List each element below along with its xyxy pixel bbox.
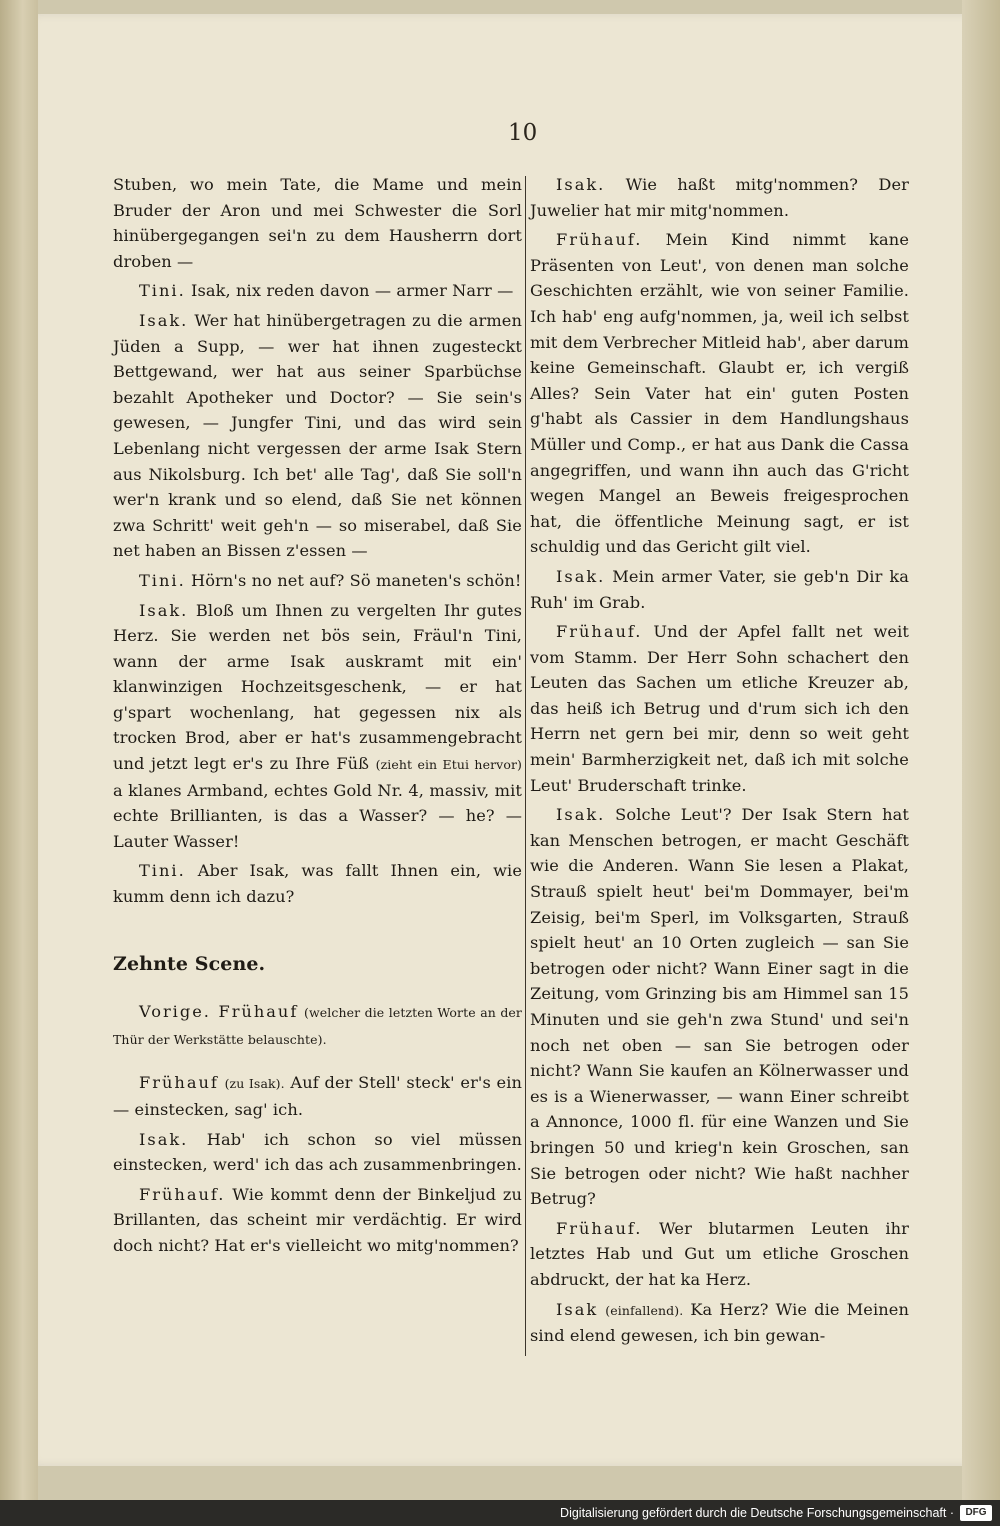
paragraph [530,1216,909,1293]
paragraph-text: Und der Apfel fallt net weit vom Stamm. Der Herr Sohn schachert den Leuten das Sachen um etliche Kreuzer ab, das heiß ich Betrug und d'rum sich ich den Herrn net gern bei mir, denn so weit geht mein' Barmherzigkeit net, daß ich mit solche Leut' Bruderschaft trinke. [530,622,909,795]
paragraph [113,308,522,564]
speaker-name: Frühauf. [556,622,643,642]
paragraph-text: Auf der Stell' steck' er's ein — einstecken, sag' ich. [113,1073,523,1119]
paragraph-text: Hab' ich schon so viel müssen einstecken, werd' ich das ach zusammenbringen. [113,1129,523,1175]
paragraph-text: Wie haßt mitg'nommen? Der Juwelier hat mir mitg'nommen. [530,175,909,220]
paragraph [113,1127,522,1178]
speaker-name: Isak. [556,805,606,825]
paragraph [530,227,909,560]
paragraph-text: Wer blutarmen Leuten ihr letztes Hab und Gut um etliche Groschen abdruckt, der hat ka Herz. [530,1218,909,1289]
speaker-name: Isak. [139,1129,189,1149]
paragraph [113,1182,522,1259]
paragraph [530,802,909,1212]
paragraph-text: a klanes Armband, echtes Gold Nr. 4, massiv, mit echte Brillianten, is das a Wasser? — he? — Lauter Wasser! [113,780,522,851]
paragraph-text: Isak, nix reden davon — armer Narr — [190,281,514,301]
paragraph [530,1297,909,1349]
footer-credit: Digitalisierung gefördert durch die Deutsche Forschungsgemeinschaft · [560,1506,954,1520]
scene-heading: Zehnte Scene. [113,952,266,975]
speaker-name: Isak [556,1299,599,1319]
page-number: 10 [508,120,538,146]
paragraph [113,172,522,274]
right-column [530,172,909,1353]
paragraph-text: Mein Kind nimmt kane Präsenten von Leut', von denen man solche Geschichten erzählt, wie von seiner Familie. Ich hab' eng aufg'nommen, ja, weil ich selbst mit dem Verbrecher Mitleid hab', aber darum keine Gemeinschaft. Glaubt er, ich vergiß Alles? Sein Vater hat ein' guten Posten g'habt als Cassier in dem Handlungshaus Müller und Comp., er hat aus Dank die Cassa angegriffen, und wann ihn auch das G'richt wegen Mangel an Beweis freigesprochen hat, die öffentliche Meinung sagt, er ist schuldig und das Gericht gilt viel. [530,230,909,557]
paragraph [530,564,909,615]
speaker-name: Frühauf. [556,1218,643,1238]
paragraph-text: Solche Leut'? Der Isak Stern hat kan Menschen betrogen, er macht Geschäft wie die Anderen. Wann Sie lesen a Plakat, Strauß spielt heut' bei'm Dommayer, bei'm Zeisig, bei'm Sperl, im Volksgarten, Strauß spielt heut' an 10 Orten zugleich — san Sie betrogen oder nicht? Wann Einer sagt in die Zeitung, vom Grinzing bis am Himmel san 15 Minuten und sie geh'n zwa Stund' und sei'n noch net oben — san Sie betrogen oder nicht? Wann Sie kaufen an Kölnerwasser und es is a Wienerwasser, — wann Einer schreibt a Annonce, 1000 fl. für eine Wanzen und Sie bringen 50 und krieg'n kein Groschen, san Sie betrogen oder nicht? Wie haßt nachher Betrug? [530,805,909,1209]
book-page-edge [0,0,38,1500]
paragraph [530,172,909,223]
left-column [113,172,522,1263]
paragraph-text: Stuben, wo mein Tate, die Mame und mein Bruder der Aron und mei Schwester die Sorl hinübergegangen sei'n zu dem Hausherrn dort droben — [113,175,522,271]
paragraph [113,598,522,855]
speaker-name: Tini. [139,281,186,301]
paragraph-text: Aber Isak, was fallt Ihnen ein, wie kumm denn ich dazu? [113,861,522,907]
speaker-name: Vorige. Frühauf [139,1002,299,1022]
paragraph [113,999,522,1052]
paragraph [113,1070,522,1122]
speaker-name: Isak. [139,310,189,330]
speaker-name: Isak. [556,175,606,194]
speaker-name: Frühauf [139,1073,219,1093]
paragraph-text: Wie kommt denn der Binkeljud zu Brillanten, das scheint mir verdächtig. Er wird doch nicht? Hat er's vielleicht wo mitg'nommen? [113,1184,522,1255]
paragraph-text: Hörn's no net auf? Sö maneten's schön! [190,570,522,590]
speaker-name: Isak. [139,600,189,620]
paragraph-text: Wer hat hinübergetragen zu die armen Jüden a Supp, — wer hat ihnen zugesteckt Bettgewand, wer hat aus seiner Sparbüchse bezahlt Apotheker und Doctor? — Sie sein's gewesen, — Jungfer Tini, und das wird sein Lebenlang nicht vergessen der arme Isak Stern aus Nikolsburg. Ich bet' alle Tag', daß Sie soll'n wer'n krank und so elend, daß Sie net können zwa Schritt' weit geh'n — so miserabel, daß Sie net haben an Bissen z'essen — [113,310,523,561]
speaker-name: Isak. [556,566,606,586]
paragraph [113,858,522,909]
speaker-name: Frühauf. [139,1184,226,1204]
book-right-margin [962,0,1000,1500]
stage-direction: (zu Isak). [224,1076,285,1092]
stage-direction: (einfallend). [605,1302,684,1318]
paragraph-text: Mein armer Vater, sie geb'n Dir ka Ruh' im Grab. [530,566,909,612]
paragraph [530,619,909,798]
paragraph-text: Ka Herz? Wie die Meinen sind elend gewesen, ich bin gewan- [530,1299,909,1346]
footer-bar [0,1500,1000,1526]
speaker-name: Tini. [139,861,186,881]
speaker-name: Tini. [139,570,186,590]
stage-direction: (welcher die letzten Worte an der Thür der Werkstätte belauschte). [113,1005,522,1047]
dfg-logo: DFG [960,1505,992,1521]
stage-direction: (zieht ein Etui hervor) [375,757,522,773]
paragraph [113,568,522,594]
column-divider [525,176,526,1356]
paragraph [113,278,522,304]
speaker-name: Frühauf. [556,230,643,250]
paragraph-text: Bloß um Ihnen zu vergelten Ihr gutes Herz. Sie werden net bös sein, Fräul'n Tini, wann der arme Isak auskramt mit ein' klanwinzigen Hochzeitsgeschenk, — er hat g'spart wochenlang, hat gegessen nix als trocken Brod, aber er hat's zusammengebracht und jetzt legt er's zu Ihre Füß [113,600,522,774]
